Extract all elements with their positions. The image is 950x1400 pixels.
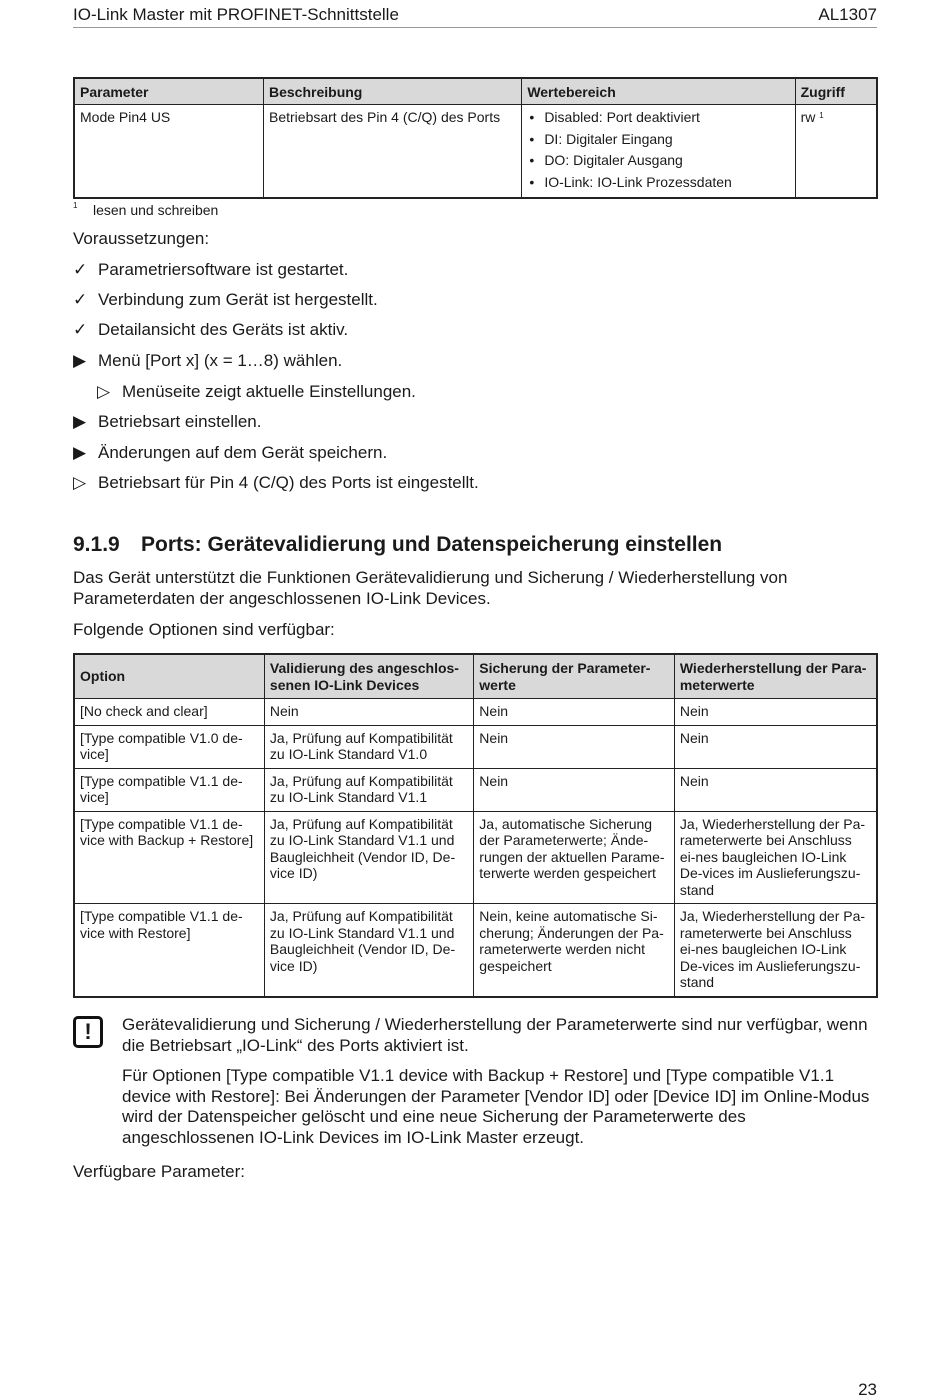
column-header: Parameter [74, 78, 264, 105]
access-value: rw [800, 109, 816, 125]
table-cell: [Type compatible V1.1 de-vice with Restore] [74, 904, 264, 997]
step-text: Verbindung zum Gerät ist hergestellt. [98, 290, 378, 309]
result-arrow-icon: ▷ [73, 473, 87, 492]
result-step [97, 382, 416, 402]
options-label: Folgende Optionen sind verfügbar: [73, 620, 335, 639]
table-header-row [74, 654, 877, 699]
result-step [73, 473, 479, 493]
table-cell: [Type compatible V1.1 de-vice with Backup + Restore] [74, 811, 264, 904]
column-header: Validierung des angeschlos-senen IO-Link Devices [264, 654, 473, 699]
table-cell: Nein, keine automatische Si-cherung; Änderungen der Pa-rameterwerte werden nicht gespeichert [474, 904, 675, 997]
warning-exclamation-icon: ! [73, 1016, 103, 1048]
table-cell: Nein [474, 699, 675, 726]
list-item: • IO-Link: IO-Link Prozessdaten [527, 172, 789, 194]
step-text: Menüseite zeigt aktuelle Einstellungen. [122, 382, 416, 401]
action-arrow-icon: ▶ [73, 443, 87, 462]
table-header-row [74, 78, 877, 105]
available-params-label: Verfügbare Parameter: [73, 1162, 245, 1181]
step-text: Betriebsart einstellen. [98, 412, 262, 431]
parameter-name: Mode Pin4 US [74, 105, 264, 199]
result-arrow-icon: ▷ [97, 382, 111, 401]
step-text: Menü [Port x] (x = 1…8) wählen. [98, 351, 343, 370]
footnote-number: 1 [73, 201, 78, 210]
requirement-item [73, 260, 348, 280]
action-step [73, 351, 342, 371]
table-cell: Ja, Prüfung auf Kompatibilität zu IO-Link Standard V1.1 und Baugleichheit (Vendor ID, De-vice ID) [264, 904, 473, 997]
checkmark-icon: ✓ [73, 260, 88, 279]
requirement-item [73, 290, 378, 310]
list-item: • Disabled: Port deaktiviert [527, 107, 789, 129]
parameter-table [73, 77, 878, 199]
page-header-product: AL1307 [818, 5, 877, 24]
action-arrow-icon: ▶ [73, 351, 87, 370]
footnote-ref: 1 [819, 111, 824, 120]
section-intro: Das Gerät unterstützt die Funktionen Gerätevalidierung und Sicherung / Wiederherstellung von Parameterdaten der angeschlossenen IO-Link Devices. [73, 568, 788, 608]
page-number: 23 [858, 1380, 877, 1399]
table-cell: Ja, Prüfung auf Kompatibilität zu IO-Link Standard V1.1 und Baugleichheit (Vendor ID, De-vice ID) [264, 811, 473, 904]
options-table [73, 653, 878, 998]
column-header: Option [74, 654, 264, 699]
table-cell: Ja, Wiederherstellung der Pa-rameterwerte bei Anschluss ei-nes baugleichen IO-Link De-vices im Auslieferungszu-stand [674, 904, 877, 997]
step-text: Parametriersoftware ist gestartet. [98, 260, 349, 279]
note-paragraph: Für Optionen [Type compatible V1.1 device with Backup + Restore] und [Type compatible V1.1 device with Restore]: Bei Änderungen der Parameter [Vendor ID] oder [Device ID] im Online-Modus wird der Datenspeicher gelöscht und eine neue Sicherung der Parameterwerte des angeschlossenen IO-Link Devices im IO-Link Master erzeugt. [122, 1066, 870, 1147]
step-text: Änderungen auf dem Gerät speichern. [98, 443, 388, 462]
page-header-title: IO-Link Master mit PROFINET-Schnittstelle [73, 5, 399, 24]
requirement-item [73, 320, 348, 340]
parameter-description: Betriebsart des Pin 4 (C/Q) des Ports [264, 105, 522, 199]
column-header: Beschreibung [264, 78, 522, 105]
table-cell: Nein [474, 725, 675, 768]
table-cell: [Type compatible V1.1 de-vice] [74, 768, 264, 811]
footnote-text: lesen und schreiben [93, 202, 219, 218]
section-heading [73, 533, 722, 557]
table-cell: Nein [674, 699, 877, 726]
action-step [73, 443, 387, 463]
step-text: Detailansicht des Geräts ist aktiv. [98, 320, 349, 339]
action-step [73, 412, 261, 432]
column-header: Zugriff [795, 78, 877, 105]
table-cell: Ja, Wiederherstellung der Pa-rameterwerte bei Anschluss ei-nes baugleichen IO-Link De-vices im Auslieferungszu-stand [674, 811, 877, 904]
checkmark-icon: ✓ [73, 290, 88, 309]
table-row [74, 811, 877, 904]
note-paragraph: Gerätevalidierung und Sicherung / Wiederherstellung der Parameterwerte sind nur verfügbar, wenn die Betriebsart „IO-Link“ des Ports aktiviert ist. [122, 1015, 868, 1055]
table-cell: [Type compatible V1.0 de-vice] [74, 725, 264, 768]
table-row [74, 725, 877, 768]
table-row [74, 768, 877, 811]
column-header: Wertebereich [522, 78, 795, 105]
list-item: • DO: Digitaler Ausgang [527, 150, 789, 172]
step-text: Betriebsart für Pin 4 (C/Q) des Ports ist eingestellt. [98, 473, 479, 492]
column-header: Wiederherstellung der Para-meterwerte [674, 654, 877, 699]
table-cell: Nein [474, 768, 675, 811]
section-number: 9.1.9 [73, 533, 120, 556]
column-header: Sicherung der Parameter-werte [474, 654, 675, 699]
table-row [74, 699, 877, 726]
table-cell: Nein [674, 725, 877, 768]
table-cell: Ja, automatische Sicherung der Parameterwerte; Ände-rungen der aktuellen Parame-terwerte werden gespeichert [474, 811, 675, 904]
table-cell: Ja, Prüfung auf Kompatibilität zu IO-Link Standard V1.0 [264, 725, 473, 768]
value-range [522, 105, 795, 199]
table-cell: Nein [674, 768, 877, 811]
checkmark-icon: ✓ [73, 320, 88, 339]
table-row [74, 105, 877, 199]
table-cell: Ja, Prüfung auf Kompatibilität zu IO-Link Standard V1.1 [264, 768, 473, 811]
table-row [74, 904, 877, 997]
table-cell: Nein [264, 699, 473, 726]
list-item: • DI: Digitaler Eingang [527, 129, 789, 151]
access-cell [795, 105, 877, 199]
requirements-label: Voraussetzungen: [73, 229, 210, 248]
header-divider [73, 27, 877, 28]
table-cell: [No check and clear] [74, 699, 264, 726]
action-arrow-icon: ▶ [73, 412, 87, 431]
section-title: Ports: Gerätevalidierung und Datenspeicherung einstellen [141, 533, 723, 556]
